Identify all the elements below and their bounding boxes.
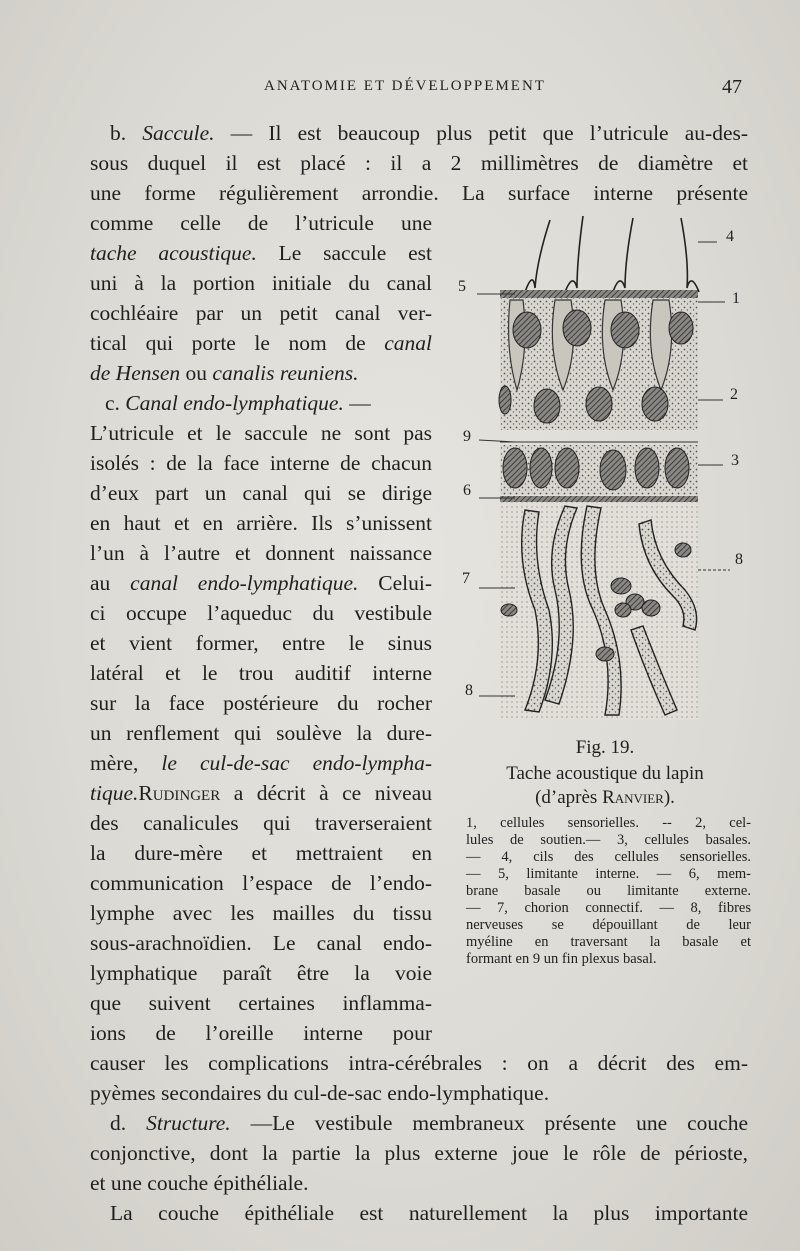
text-line: sur la face postérieure du rocher [90,691,432,715]
text-line: causer les complications intra-cérébrales : on a décrit des em- [90,1051,748,1075]
figure-legend-line: formant en 9 un fin plexus basal. [466,951,657,967]
basal-membrane-layer [500,496,698,502]
section-letter: b. [110,121,127,145]
text-line: c. Canal endo-lymphatique. — [105,391,371,415]
text-line: b. Saccule. — Il est beaucoup plus petit que l’utricule au-des- [110,121,749,145]
text-line: tical qui porte le nom de canal [90,331,432,355]
cilia-group [525,216,699,292]
figure-label-6: 6 [463,482,471,499]
figure-label-3: 3 [731,452,739,469]
figure-title: Tache acoustique du lapin [506,763,704,784]
text-line: ci occupe l’aqueduc du vestibule [90,601,432,625]
text-line: lymphatique paraît être la voie [90,961,432,985]
figure-label-7: 7 [462,570,470,587]
text-line: l’un à l’autre et donnent naissance [90,541,432,565]
text-line: des canalicules qui traverseraient [90,811,432,835]
text-line: L’utricule et le saccule ne sont pas [90,421,432,445]
page-header [0,76,800,102]
section-heading: Structure. [146,1111,231,1135]
section-heading: Saccule. [142,121,215,145]
figure-label-4: 4 [726,228,734,245]
section-letter: c. [105,391,120,415]
text-line: la dure-mère et mettraient en [90,841,432,865]
section-letter: d. [110,1111,127,1135]
text-line: cochléaire par un petit canal ver- [90,301,432,325]
text-line: pyèmes secondaires du cul-de-sac endo-lymphatique. [90,1081,550,1105]
text-line: lymphe avec les mailles du tissu [90,901,432,925]
figure-legend-line: — 4, cils des cellules sensorielles. [466,849,751,865]
text-line: mère, le cul-de-sac endo-lympha- [90,751,432,775]
section-heading: Canal endo-lymphatique. [125,391,344,415]
text-line: isolés : de la face interne de chacun [90,451,432,475]
figure-number: Fig. 19. [575,737,635,758]
figure-label-2: 2 [730,386,738,403]
page-number: 47 [722,76,742,98]
text-line: tache acoustique. Le saccule est [90,241,432,265]
text-line: ions de l’oreille interne pour [90,1021,432,1045]
figure-legend-line: — 7, chorion connectif. — 8, fibres [466,900,751,916]
figure-label-8-right: 8 [735,551,743,568]
figure-illustration [455,210,755,730]
chorion-layer [500,502,698,720]
running-head: ANATOMIE ET DÉVELOPPEMENT [264,78,546,94]
figure-label-9: 9 [463,428,471,445]
figure-legend-line: nerveuses se dépouillant de leur [466,917,751,933]
figure-legend-line: myéline en traversant la basale et [466,934,751,950]
figure-source: (d’après Ranvier). [535,787,675,808]
text-line: sous-arachnoïdien. Le canal endo- [90,931,432,955]
figure-legend-line: lules de soutien.— 3, cellules basales. [466,832,751,848]
histology-engraving [455,210,755,730]
text-line: communication l’espace de l’endo- [90,871,432,895]
text-line: et vient former, entre le sinus [90,631,432,655]
text-line: comme celle de l’utricule une [90,211,432,235]
text-line: que suivent certaines inflamma- [90,991,432,1015]
figure-legend-line: 1, cellules sensorielles. -- 2, cel- [466,815,751,831]
text-line: conjonctive, dont la partie la plus externe joue le rôle de périoste, [90,1141,748,1165]
text-line: tique.Rudinger a décrit à ce niveau [90,781,432,805]
text-line: en haut et en arrière. Ils s’unissent [90,511,432,535]
text-line: un renflement qui soulève la dure- [90,721,432,745]
limitante-interne-layer [500,290,698,298]
figure-label-8-bottom: 8 [465,682,473,699]
figure-label-5: 5 [458,278,466,295]
author-name: Rudinger [138,781,221,805]
text-line: La couche épithéliale est naturellement la plus importante [110,1201,748,1225]
text-line: et une couche épithéliale. [90,1171,309,1195]
figure-legend-line: — 5, limitante interne. — 6, mem- [466,866,751,882]
figure-label-1: 1 [732,290,740,307]
text-line: d’eux part un canal qui se dirige [90,481,432,505]
text-line: uni à la portion initiale du canal [90,271,432,295]
text-line: au canal endo-lymphatique. Celui- [90,571,432,595]
sensory-cell-layer [499,298,698,430]
text-line: une forme régulièrement arrondie. La surface interne présente [90,181,748,205]
figure-legend-line: brane basale ou limitante externe. [466,883,751,899]
basal-cell-layer [500,445,698,495]
text-line: sous duquel il est placé : il a 2 millimètres de diamètre et [90,151,748,175]
text-line: d. Structure. —Le vestibule membraneux présente une couche [110,1111,749,1135]
text-line: de Hensen ou canalis reuniens. [90,361,359,385]
text-line: latéral et le trou auditif interne [90,661,432,685]
